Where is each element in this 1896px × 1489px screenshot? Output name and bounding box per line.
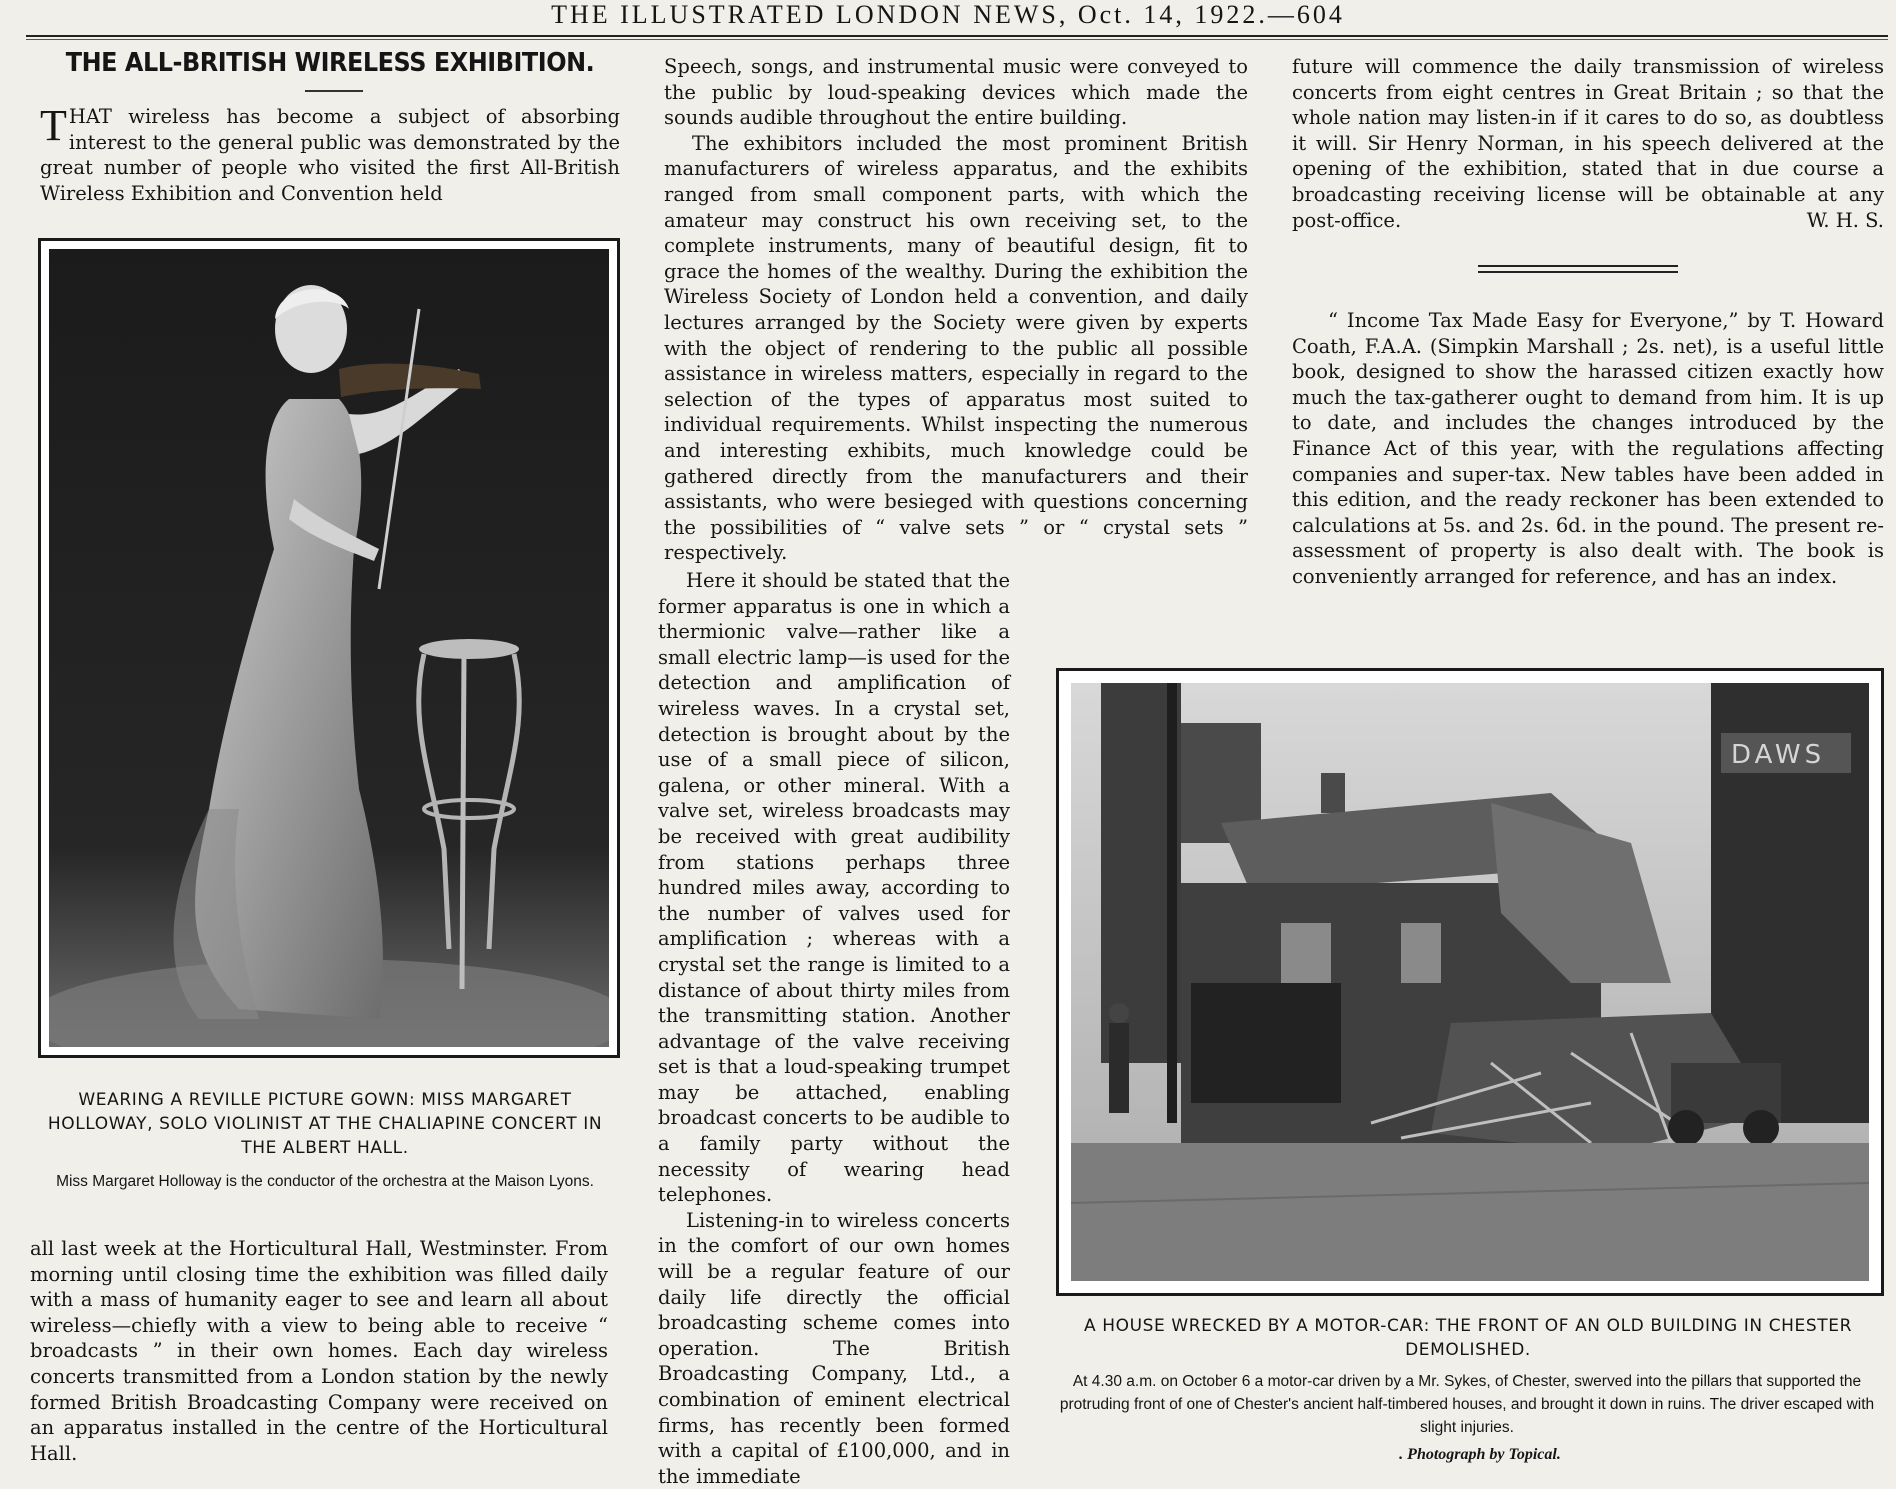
column-3-paragraph: future will commence the daily transmission of wireless concerts from eight centres in Great Britain ; so that the whole nation may listen-in if it cares to do so, as doubtless it will. Sir Henry Norman, in his speech delivered at the opening of the exhibition, stated that in due course a broadcasting receiving license will be obtainable at any post-office. <box>1292 55 1884 232</box>
headline-rule <box>305 90 363 92</box>
column-2-narrow <box>658 568 1010 1489</box>
article-headline: THE ALL-BRITISH WIRELESS EXHIBITION. <box>65 48 595 78</box>
top-rule-thin <box>26 39 1888 40</box>
wreck-caption-title: A HOUSE WRECKED BY A MOTOR-CAR: THE FRONT OF AN OLD BUILDING IN CHESTER DEMOLISHED. <box>1083 1316 1853 1360</box>
drop-cap: T <box>40 101 67 150</box>
column-2-top <box>664 54 1248 566</box>
photo-credit: . Photograph by Topical. <box>1399 1446 1561 1463</box>
wreck-photo-frame <box>1056 668 1884 1296</box>
column-1-paragraph: all last week at the Horticultural Hall, Westminster. From morning until closing time the exhibition was filled daily with a mass of humanity eager to see and learn all about wireless—chiefly with a view to being able to receive “ broadcasts ” in their own homes. Each day wireless concerts transmitted from a London station by the newly formed British Broadcasting Company were received on an apparatus installed in the centre of the Horticultural Hall. <box>30 1237 608 1465</box>
masthead: THE ILLUSTRATED LONDON NEWS, Oct. 14, 1922.—604 <box>551 0 1345 29</box>
shop-sign: DAWS <box>1731 740 1826 770</box>
top-rule <box>26 35 1888 37</box>
book-review <box>1292 308 1884 590</box>
book-review-text: “ Income Tax Made Easy for Everyone,” by T. Howard Coath, F.A.A. (Simpkin Marshall ; 2s. net), is a useful little book, designed to show the harassed citizen exactly how much the tax-gatherer ought to demand from him. It is up to date, and includes the changes introduced by the Finance Act of this year, with the regulations affecting companies and super-tax. New tables have been added in this edition, and the ready reckoner has been extended to calculations at 5s. and 2s. 6d. in the pound. The present re-assessment of property is also dealt with. The book is conveniently arranged for reference, and has an index. <box>1292 309 1884 588</box>
violinist-caption-title: WEARING A REVILLE PICTURE GOWN: MISS MARGARET HOLLOWAY, SOLO VIOLINIST AT THE CHALIAPINE CONCERT IN THE ALBERT HALL. <box>47 1090 603 1158</box>
section-divider <box>1478 265 1678 273</box>
column-2-paragraph-2: The exhibitors included the most prominent British manufacturers of wireless apparatus, and the exhibits ranged from small component parts, with which the amateur may construct his own receiving set, to the complete instruments, many of beautiful design, fit to grace the homes of the wealthy. During the exhibition the Wireless Society of London held a convention, and daily lectures arranged by the Society were given by experts with the object of rendering to the public all possible assistance in wireless matters, especially in regard to the selection of the types of apparatus most suited to individual requirements. Whilst inspecting the numerous and interesting exhibits, much knowledge could be gathered directly from the manufacturers and their assistants, who were besieged with questions concerning the possibilities of “ valve sets ” or “ crystal sets ” respectively. <box>664 131 1248 565</box>
signature: W. H. S. <box>1806 209 1884 233</box>
wreck-caption-sub: At 4.30 a.m. on October 6 a motor-car driven by a Mr. Sykes, of Chester, swerved into the pillars that supported the protruding front of one of Chester's ancient half-timbered houses, and brought it down in ruins. The driver escaped with slight injuries. <box>1059 1373 1875 1436</box>
column-2-paragraph-3: Here it should be stated that the former apparatus is one in which a thermionic valve—rather like a small electric lamp—is used for the detection and amplification of wireless waves. In a crystal set, detection is brought about by the use of a small piece of silicon, galena, or other mineral. With a valve set, wireless broadcasts may be received with great audibility from stations perhaps three hundred miles away, according to the number of valves used for amplification ; whereas with a crystal set the range is limited to a distance of about thirty miles from the transmitting station. Another advantage of the valve receiving set is that a loud-speaking trumpet may be attached, enabling broadcast concerts to be audible to a family party without the necessity of wearing head telephones. <box>658 569 1010 1207</box>
intro-text: HAT wireless has become a subject of absorbing interest to the general public was demonstrated by the great number of people who visited the first All-British Wireless Exhibition and Convention held <box>40 105 620 205</box>
column-1-intro <box>40 101 620 206</box>
column-1-continued <box>30 1236 608 1466</box>
wreck-photo <box>1071 683 1869 1281</box>
column-2-paragraph-1: Speech, songs, and instrumental music were conveyed to the public by loud-speaking devices which made the sounds audible throughout the entire building. <box>664 55 1248 130</box>
violinist-photo-frame <box>38 238 620 1058</box>
column-3 <box>1292 54 1884 234</box>
violinist-caption-sub: Miss Margaret Holloway is the conductor of the orchestra at the Maison Lyons. <box>56 1173 594 1190</box>
violinist-photo <box>49 249 609 1047</box>
column-2-paragraph-4: Listening-in to wireless concerts in the comfort of our own homes will be a regular feature of our daily life directly the official broadcasting scheme comes into operation. The British Broadcasting Company, Ltd., a combination of eminent electrical firms, has recently been formed with a capital of £100,000, and in the immediate <box>658 1208 1010 1488</box>
